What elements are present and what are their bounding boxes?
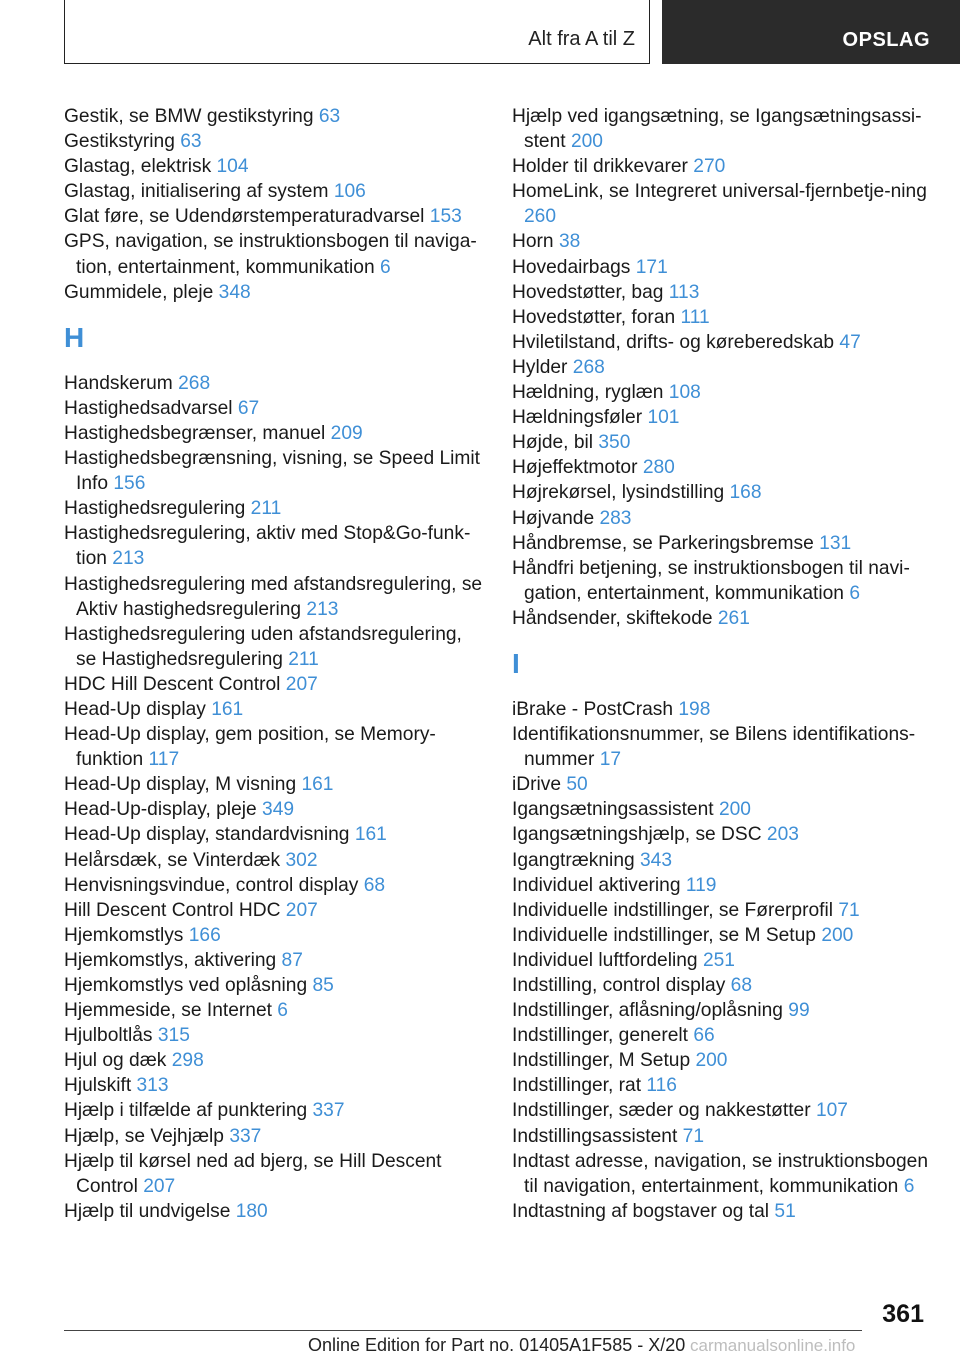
- index-page-link[interactable]: 87: [281, 949, 303, 971]
- footer-divider: [64, 1330, 862, 1331]
- index-page-link[interactable]: 85: [312, 975, 334, 996]
- index-page-link[interactable]: 119: [685, 874, 717, 896]
- index-entry: [512, 405, 932, 430]
- index-page-link[interactable]: 283: [599, 507, 632, 529]
- index-entry: [64, 396, 484, 421]
- index-entry-text: HomeLink, se Integreret universal-fjernbetje‐ning: [512, 181, 927, 203]
- index-page-link[interactable]: 207: [285, 673, 318, 695]
- index-entry-text: Individuelle indstillinger, se Førerprofil: [512, 899, 833, 921]
- index-page-link[interactable]: 68: [730, 975, 752, 996]
- index-entry: [64, 179, 484, 204]
- index-page-link[interactable]: 106: [333, 181, 366, 203]
- index-page-link[interactable]: 180: [235, 1200, 268, 1222]
- index-page-link[interactable]: 198: [678, 698, 711, 720]
- index-entry-text: Indstillinger, aflåsning/oplåsning: [512, 1000, 783, 1022]
- index-page-link[interactable]: 337: [312, 1100, 345, 1122]
- index-page-link[interactable]: 6: [903, 1175, 915, 1197]
- index-entry-text: Henvisningsvindue, control display: [64, 874, 359, 896]
- index-entry-text: Hovedstøtter, foran: [512, 306, 676, 328]
- index-entry-text: Glastag, elektrisk: [64, 156, 212, 178]
- index-page-link[interactable]: 6: [849, 582, 860, 604]
- index-entry: [512, 179, 932, 229]
- index-entry-text: Hovedstøtter, bag: [512, 281, 664, 303]
- index-page-link[interactable]: 104: [216, 156, 249, 178]
- index-page-link[interactable]: 213: [306, 598, 339, 620]
- index-entry: [512, 104, 932, 154]
- index-page-link[interactable]: 67: [237, 397, 260, 419]
- index-entry: [512, 1098, 932, 1123]
- index-entry-text: Indstillingsassistent: [512, 1125, 678, 1147]
- index-column-right: [512, 104, 932, 1224]
- index-page-link[interactable]: 156: [113, 473, 146, 495]
- index-entry-text: Glastag, initialisering af system: [64, 181, 329, 203]
- index-entry: [512, 430, 932, 455]
- index-page-link[interactable]: 207: [285, 899, 318, 921]
- header-section-tab: [662, 0, 960, 64]
- index-entry-text: Gestikstyring: [64, 131, 175, 153]
- index-entry: [512, 355, 932, 380]
- index-entry: [512, 1048, 932, 1073]
- index-entry-text: Hældning, ryglæn: [512, 382, 664, 404]
- index-page-link[interactable]: 166: [188, 924, 221, 946]
- index-entry: [64, 1149, 484, 1199]
- index-entry-text: Hastighedsregulering med afstandsregulering, se Aktiv hastighedsregulering: [64, 573, 483, 620]
- index-letter-heading: I: [512, 647, 520, 679]
- index-page-link[interactable]: 101: [647, 407, 680, 429]
- index-entry: [512, 797, 932, 822]
- index-entry-text: GPS, navigation, se instruktionsbogen til naviga‐tion, entertainment, kommunikation: [64, 231, 477, 278]
- index-page-link[interactable]: 51: [774, 1200, 796, 1222]
- index-page-link[interactable]: 63: [318, 106, 341, 127]
- index-page-link[interactable]: 17: [599, 749, 622, 771]
- index-page-link[interactable]: 315: [157, 1025, 190, 1047]
- index-entry-text: Hjælp, se Vejhjælp: [64, 1125, 224, 1147]
- footer-edition: Online Edition for Part no. 01405A1F585 - X/20: [308, 1335, 686, 1355]
- index-page-link[interactable]: 251: [702, 949, 735, 971]
- header-section-label: OPSLAG: [842, 29, 930, 51]
- index-entry-text: Indtastning af bogstaver og tal: [512, 1200, 770, 1222]
- index-page-link[interactable]: 68: [363, 874, 386, 896]
- index-page-link[interactable]: 268: [178, 372, 211, 394]
- index-entry: [64, 154, 484, 179]
- index-entry-text: Håndsender, skiftekode: [512, 607, 713, 629]
- index-entry: [512, 1124, 932, 1149]
- index-entry-text: Højvande: [512, 507, 595, 529]
- index-entry-text: Hjælp til undvigelse: [64, 1200, 231, 1222]
- index-page-link[interactable]: 6: [379, 256, 391, 278]
- index-page-link[interactable]: 209: [330, 422, 363, 444]
- index-entry-text: Hastighedsregulering uden afstandsregulering, se Hastighedsregulering: [64, 623, 462, 670]
- index-column-left: [64, 104, 484, 1224]
- index-entry-text: Identifikationsnummer, se Bilens identifikations‐nummer: [512, 724, 916, 771]
- index-entry: [64, 1124, 484, 1149]
- index-entry-text: Hjulskift: [64, 1075, 132, 1097]
- index-entry-text: Head-Up display: [64, 698, 206, 720]
- index-page-link[interactable]: 302: [285, 849, 318, 871]
- index-entry-text: Igangtrækning: [512, 849, 635, 871]
- index-entry: [512, 556, 932, 606]
- index-page-link[interactable]: 260: [524, 206, 557, 228]
- index-entry-text: Højeffektmotor: [512, 457, 638, 479]
- index-page-link[interactable]: 350: [598, 432, 631, 454]
- index-entry: [512, 873, 932, 898]
- index-entry: [512, 898, 932, 923]
- index-entry: [512, 280, 932, 305]
- index-page-link[interactable]: 161: [354, 824, 387, 846]
- index-page-link[interactable]: 71: [682, 1125, 704, 1147]
- index-entry-text: HDC Hill Descent Control: [64, 673, 281, 695]
- index-entry: [64, 1098, 484, 1123]
- index-entry: [512, 822, 932, 847]
- index-page-link[interactable]: 113: [668, 281, 700, 303]
- index-entry: [64, 998, 484, 1023]
- index-entry-text: Igangsætningshjælp, se DSC: [512, 824, 762, 846]
- index-page-link[interactable]: 213: [112, 548, 145, 570]
- index-entry-text: Indstilling, control display: [512, 975, 726, 996]
- index-page-link[interactable]: 161: [211, 698, 244, 720]
- index-entry: [64, 948, 484, 973]
- index-entry-text: Hjemkomstlys: [64, 924, 184, 946]
- index-page-link[interactable]: 200: [821, 924, 854, 946]
- index-page-link[interactable]: 50: [566, 774, 588, 796]
- index-page-link[interactable]: 99: [788, 1000, 810, 1022]
- index-entry: [512, 606, 932, 631]
- index-page-link[interactable]: 38: [558, 231, 581, 253]
- index-page-link[interactable]: 207: [143, 1175, 176, 1197]
- index-page-link[interactable]: 200: [695, 1050, 728, 1072]
- index-entry-text: Hastighedsregulering, aktiv med Stop&Go-funk‐tion: [64, 523, 471, 570]
- index-entry: [64, 129, 484, 154]
- index-page-link[interactable]: 343: [640, 849, 673, 871]
- index-entry-text: Indtast adresse, navigation, se instruktionsbogen til navigation, entertainment, kommunikation: [512, 1150, 928, 1197]
- index-entry: [64, 521, 484, 571]
- index-entry: [64, 898, 484, 923]
- index-page-link[interactable]: 6: [277, 1000, 288, 1022]
- index-page-link[interactable]: 153: [429, 206, 462, 228]
- index-entry: [64, 722, 484, 772]
- index-entry: [64, 1199, 484, 1224]
- index-page-link[interactable]: 108: [668, 382, 701, 404]
- page-number: 361: [882, 1300, 924, 1328]
- index-page-link[interactable]: 200: [570, 131, 603, 153]
- index-entry: [64, 104, 484, 129]
- index-entry: [64, 204, 484, 229]
- index-entry-text: Hastighedsbegrænsning, visning, se Speed Limit Info: [64, 448, 480, 495]
- index-page-link[interactable]: 171: [635, 256, 668, 278]
- index-page-link[interactable]: 270: [693, 156, 726, 178]
- index-entry: [512, 229, 932, 254]
- index-entry-text: Hill Descent Control HDC: [64, 899, 281, 921]
- index-entry-text: Helårsdæk, se Vinterdæk: [64, 849, 281, 871]
- index-page-link[interactable]: 313: [136, 1075, 169, 1097]
- index-entry-text: Holder til drikkevarer: [512, 156, 688, 178]
- index-entry-text: Hastighedsadvarsel: [64, 397, 233, 419]
- index-page-link[interactable]: 211: [288, 648, 319, 670]
- index-entry: [512, 255, 932, 280]
- index-entry-text: Hjælp ved igangsætning, se Igangsætningsassi‐stent: [512, 106, 922, 153]
- index-page-link[interactable]: 71: [838, 899, 860, 921]
- index-entry-text: Håndbremse, se Parkeringsbremse: [512, 532, 814, 554]
- index-entry: [64, 1073, 484, 1098]
- index-entry-text: Hjælp til kørsel ned ad bjerg, se Hill Descent Control: [64, 1150, 442, 1197]
- index-entry: [512, 380, 932, 405]
- index-entry: [64, 822, 484, 847]
- index-entry-text: Gestik, se BMW gestikstyring: [64, 106, 314, 127]
- index-page-link[interactable]: 280: [642, 457, 675, 479]
- index-entry: [512, 506, 932, 531]
- index-entry: [512, 531, 932, 556]
- index-entry-text: Head-Up display, gem position, se Memory-funktion: [64, 724, 436, 771]
- index-page-link[interactable]: 349: [262, 799, 295, 821]
- index-entry-text: Igangsætningsassistent: [512, 799, 714, 821]
- header-title-tab: [64, 0, 650, 64]
- index-entry: [64, 923, 484, 948]
- index-entry-text: Hviletilstand, drifts- og køreberedskab: [512, 331, 835, 353]
- index-entry: [512, 1023, 932, 1048]
- index-entry-text: Head-Up display, M visning: [64, 774, 297, 796]
- index-entry: [512, 1199, 932, 1224]
- index-page-link[interactable]: 268: [572, 356, 605, 378]
- index-entry: [512, 455, 932, 480]
- index-entry: [64, 371, 484, 396]
- index-entry: [64, 672, 484, 697]
- index-entry: [512, 697, 932, 722]
- index-entry-text: Indstillinger, generelt: [512, 1025, 688, 1047]
- index-page-link[interactable]: 66: [693, 1025, 715, 1047]
- index-entry: [64, 973, 484, 998]
- index-page-link[interactable]: 211: [250, 498, 282, 520]
- index-page-link[interactable]: 261: [717, 607, 750, 629]
- index-entry: [64, 446, 484, 496]
- index-entry: [64, 873, 484, 898]
- index-entry: [64, 622, 484, 672]
- index-entry-text: Indstillinger, M Setup: [512, 1050, 691, 1072]
- index-entry-text: Hjemkomstlys, aktivering: [64, 949, 277, 971]
- index-entry: [64, 848, 484, 873]
- index-entry: [64, 1048, 484, 1073]
- index-entry-text: Hastighedsregulering: [64, 498, 246, 520]
- index-entry-text: iDrive: [512, 774, 562, 796]
- index-entry: [64, 697, 484, 722]
- index-entry-text: Hylder: [512, 356, 568, 378]
- index-page-link[interactable]: 161: [301, 774, 334, 796]
- index-entry: [64, 280, 484, 305]
- index-page-link[interactable]: 111: [680, 306, 710, 328]
- index-entry: [512, 772, 932, 797]
- index-page-link[interactable]: 337: [229, 1125, 262, 1147]
- index-entry-text: Hældningsføler: [512, 407, 643, 429]
- header-title: Alt fra A til Z: [528, 28, 635, 50]
- index-entry: [512, 998, 932, 1023]
- index-entry-text: Indstillinger, sæder og nakkestøtter: [512, 1100, 811, 1122]
- index-entry: [512, 154, 932, 179]
- index-entry: [512, 923, 932, 948]
- index-entry-text: Gummidele, pleje: [64, 281, 214, 303]
- index-page-link[interactable]: 117: [148, 749, 180, 771]
- index-entry-text: Individuel aktivering: [512, 874, 681, 896]
- index-entry-text: Hjemkomstlys ved oplåsning: [64, 975, 308, 996]
- index-page-link[interactable]: 63: [180, 131, 202, 153]
- index-entry-text: Hovedairbags: [512, 256, 631, 278]
- index-entry: [64, 572, 484, 622]
- index-entry: [64, 496, 484, 521]
- index-entry-text: Hjemmeside, se Internet: [64, 1000, 272, 1022]
- index-entry: [64, 229, 484, 279]
- index-entry-text: Indstillinger, rat: [512, 1075, 642, 1097]
- index-letter-heading: H: [64, 321, 85, 353]
- index-entry: [512, 973, 932, 998]
- index-page-link[interactable]: 107: [815, 1100, 848, 1122]
- index-page-link[interactable]: 203: [766, 824, 799, 846]
- index-entry-text: Individuelle indstillinger, se M Setup: [512, 924, 816, 946]
- index-entry-text: Individuel luftfordeling: [512, 949, 698, 971]
- index-entry: [512, 305, 932, 330]
- index-entry: [512, 480, 932, 505]
- index-entry: [512, 330, 932, 355]
- index-entry: [512, 1149, 932, 1199]
- index-page-link[interactable]: 116: [646, 1075, 677, 1097]
- index-page-link[interactable]: 200: [718, 799, 751, 821]
- index-entry-text: Hjulboltlås: [64, 1025, 153, 1047]
- index-entry-text: Hastighedsbegrænser, manuel: [64, 422, 326, 444]
- index-entry-text: Glat føre, se Udendørstemperaturadvarsel: [64, 206, 425, 228]
- watermark: carmanualsonline.info: [690, 1336, 856, 1355]
- index-entry-text: iBrake - PostCrash: [512, 698, 674, 720]
- index-page-link[interactable]: 131: [819, 532, 852, 554]
- index-entry: [64, 421, 484, 446]
- index-entry-text: Hjælp i tilfælde af punktering: [64, 1100, 308, 1122]
- index-entry-text: Handskerum: [64, 372, 173, 394]
- index-entry-text: Horn: [512, 231, 554, 253]
- index-page-link[interactable]: 298: [171, 1050, 204, 1072]
- index-entry: [512, 948, 932, 973]
- index-entry: [512, 722, 932, 772]
- index-entry-text: Hjul og dæk: [64, 1050, 167, 1072]
- index-entry: [64, 1023, 484, 1048]
- index-entry: [512, 848, 932, 873]
- index-page-link[interactable]: 348: [218, 281, 251, 303]
- index-entry-text: Head-Up-display, pleje: [64, 799, 257, 821]
- index-entry: [64, 797, 484, 822]
- index-page-link[interactable]: 168: [729, 482, 762, 504]
- index-entry-text: Head-Up display, standardvisning: [64, 824, 350, 846]
- index-page-link[interactable]: 47: [839, 331, 861, 353]
- index-entry: [512, 1073, 932, 1098]
- index-entry-text: Håndfri betjening, se instruktionsbogen til navi‐gation, entertainment, kommunikation: [512, 557, 910, 604]
- index-entry-text: Højrekørsel, lysindstilling: [512, 482, 725, 504]
- index-entry-text: Højde, bil: [512, 432, 594, 454]
- index-entry: [64, 772, 484, 797]
